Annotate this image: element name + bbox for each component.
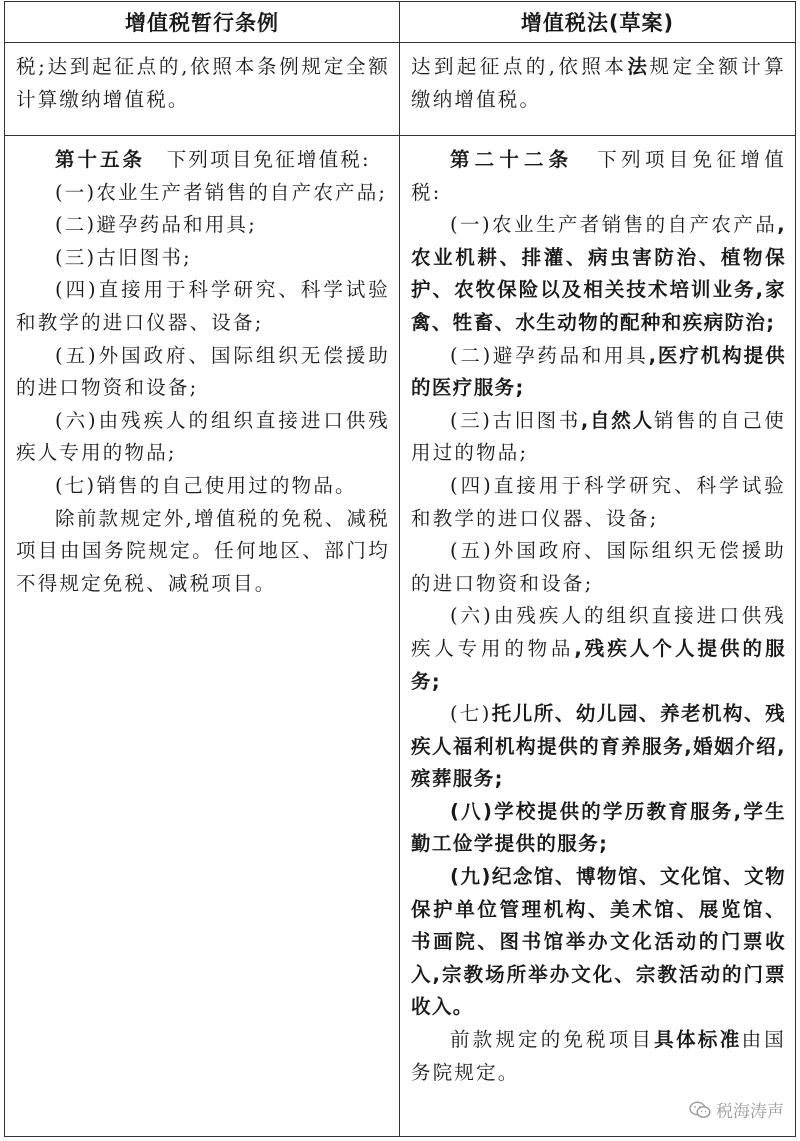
article-number: 第二十二条 (450, 148, 574, 171)
text-run: (三)古旧图书 (450, 408, 581, 432)
text-run: (五)外国政府、国际组织无偿援助的进口物资和设备; (16, 343, 390, 400)
text-run: 下列项目免征增值税: (145, 148, 371, 171)
bold-text-run: 具体标准 (654, 1028, 742, 1052)
bold-text-run: ,农业机耕、排灌、病虫害防治、植物保护、农牧保险以及相关技术培训业务,家禽、牲畜、水生动物的配种和疾病防治; (411, 213, 786, 334)
cell-threshold-regulation (5, 43, 400, 136)
text-run: 除前款规定外,增值税的免税、减税项目由国务院规定。任何地区、部门均不得规定免税、减税项目。 (16, 506, 390, 595)
paragraph (411, 600, 786, 698)
bold-text-run: 托儿所、幼儿园、养老机构、残疾人福利机构提供的育养服务,婚姻介绍,殡葬服务; (411, 702, 786, 791)
text-run: 由国务院规定。 (411, 1028, 786, 1084)
cell-article-22 (400, 136, 796, 1137)
wechat-icon (689, 1101, 711, 1119)
paragraph (411, 51, 786, 116)
text-run: 规定全额计算缴纳增值税。 (411, 55, 787, 111)
paragraph (411, 796, 786, 861)
text-run: (二)避孕药品和用具 (450, 343, 649, 367)
paragraph (16, 242, 390, 275)
comparison-table (4, 1, 796, 1137)
text-run: (五)外国政府、国际组织无偿援助的进口物资和设备; (411, 539, 786, 595)
header-regulation: 增值税暂行条例 (5, 2, 400, 43)
bold-text-run: ,自然人 (580, 408, 654, 432)
paragraph (16, 503, 390, 601)
paragraph (16, 405, 390, 470)
row-threshold (5, 43, 796, 136)
paragraph (16, 144, 390, 177)
paragraph: 税;达到起征点的,依照本条例规定全额计算缴纳增值税。 (16, 55, 390, 111)
row-exemptions (5, 136, 796, 1137)
bold-text-run: (八)学校提供的学历教育服务,学生勤工俭学提供的服务; (411, 799, 786, 856)
bold-text-run: 法 (627, 55, 650, 78)
paragraph (16, 209, 390, 242)
paragraph (411, 144, 786, 209)
bold-text-run: (九)纪念馆、博物馆、文化馆、文物保护单位管理机构、美术馆、展览馆、书画院、图书馆举办文化活动的门票收入,宗教场所举办文化、宗教活动的门票收入。 (411, 865, 786, 1019)
paragraph (411, 405, 786, 470)
text-run: (六)由残疾人的组织直接进口供残疾人专用的物品 (411, 604, 786, 660)
cell-article-15 (5, 136, 400, 1137)
watermark (685, 1096, 788, 1123)
paragraph (16, 340, 390, 405)
text-run: (一)农业生产者销售的自产农产品 (450, 213, 778, 237)
text-run: 下列项目免征增值税: (411, 148, 786, 204)
paragraph (411, 1024, 786, 1089)
text-run: (四)直接用于科学研究、科学试验和教学的进口仪器、设备; (16, 278, 390, 334)
cell-threshold-draft (400, 43, 796, 136)
header-draft-law: 增值税法(草案) (400, 2, 796, 43)
watermark-text: 税海涛声 (716, 1102, 784, 1122)
paragraph (411, 340, 786, 405)
paragraph (411, 209, 786, 339)
article-number: 第十五条 (55, 148, 146, 171)
text-run: (四)直接用于科学研究、科学试验和教学的进口仪器、设备; (411, 473, 786, 530)
text-run: (七)销售的自己使用过的物品。 (55, 473, 357, 497)
bold-text-run: ,残疾人个人提供的服务; (411, 636, 786, 693)
text-run: (三)古旧图书; (55, 245, 192, 269)
paragraph (411, 470, 786, 535)
text-run: (六)由残疾人的组织直接进口供残疾人专用的物品; (16, 408, 390, 465)
paragraph (411, 861, 786, 1024)
header-row (5, 2, 796, 43)
text-run: (七) (450, 702, 492, 726)
text-run: (二)避孕药品和用具; (55, 213, 257, 237)
paragraph (16, 177, 390, 210)
text-run: (一)农业生产者销售的自产农产品; (55, 180, 388, 204)
bold-text-run: ,医疗机构提供的医疗服务; (411, 343, 786, 400)
paragraph (16, 470, 390, 503)
paragraph (411, 698, 786, 796)
text-run: 销售的自己使用过的物品; (411, 408, 786, 465)
text-run: 达到起征点的,依照本 (411, 55, 628, 78)
paragraph (411, 535, 786, 600)
text-run: 前款规定的免税项目 (450, 1028, 655, 1052)
paragraph (16, 274, 390, 339)
